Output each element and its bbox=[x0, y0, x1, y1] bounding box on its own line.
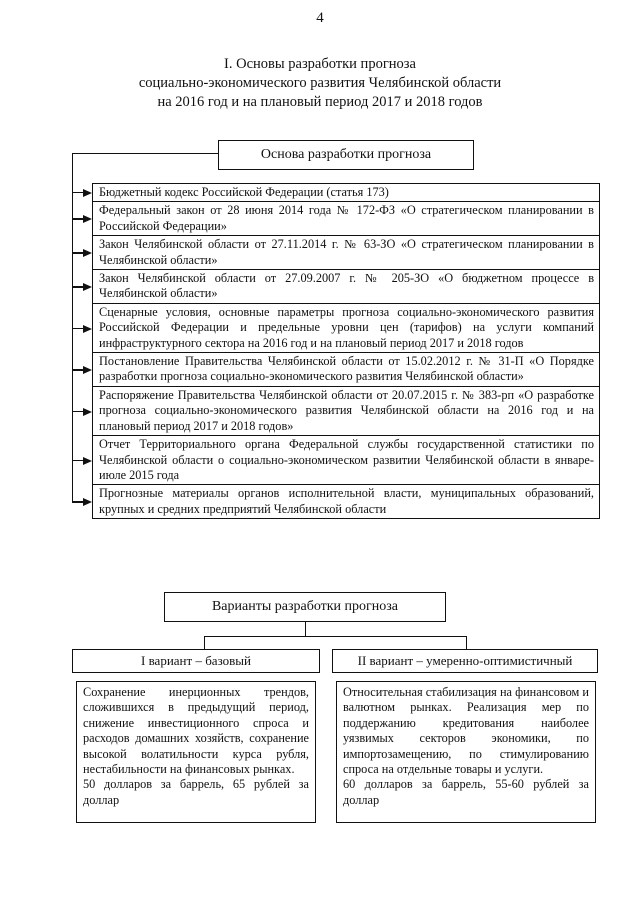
variants-stem bbox=[305, 622, 306, 636]
basis-header-box: Основа разработки прогноза bbox=[218, 140, 474, 170]
variant-optimistic-label: II вариант – умеренно-оптимистичный bbox=[332, 649, 598, 673]
basis-arrow-head bbox=[83, 408, 92, 416]
basis-item: Бюджетный кодекс Российской Федерации (статья 173) bbox=[92, 183, 600, 202]
basis-arrow-head bbox=[83, 283, 92, 291]
page-number: 4 bbox=[316, 10, 324, 26]
basis-item: Сценарные условия, основные параметры прогноза социально-экономического развития Российской Федерации и предельные уровни цен (тарифов) на услуги компаний инфраструктурного сектора на 2016 год и на плановый период 2017 и 2018 годов bbox=[92, 304, 600, 353]
basis-item: Закон Челябинской области от 27.11.2014 г. № 63-ЗО «О стратегическом планировании в Челябинской области» bbox=[92, 236, 600, 270]
variants-branch-horizontal bbox=[204, 636, 466, 637]
basis-arrow-head bbox=[83, 189, 92, 197]
basis-arrow-head bbox=[83, 366, 92, 374]
basis-list bbox=[92, 183, 600, 519]
variant-optimistic-assumptions: 60 долларов за баррель, 55-60 рублей за доллар bbox=[343, 777, 589, 807]
basis-item: Постановление Правительства Челябинской области от 15.02.2012 г. № 31-П «О Порядке разработки прогноза социально-экономического развития Челябинской области» bbox=[92, 353, 600, 387]
variants-branch-left bbox=[204, 636, 205, 649]
basis-arrow-head bbox=[83, 215, 92, 223]
variants-branch-right bbox=[466, 636, 467, 649]
basis-arrow-head bbox=[83, 498, 92, 506]
variant-base-description: Сохранение инерционных трендов, сложившихся в предыдущий период, снижение инвестиционного спроса и расходов домашних хозяйств, сохранение высокой волатильности курса рубля, нестабильности на финансовых рынках. bbox=[83, 685, 309, 777]
variant-base-label: I вариант – базовый bbox=[72, 649, 320, 673]
basis-arrow-head bbox=[83, 325, 92, 333]
variant-base-assumptions: 50 долларов за баррель, 65 рублей за доллар bbox=[83, 777, 309, 807]
document-title bbox=[60, 55, 580, 112]
basis-item: Распоряжение Правительства Челябинской области от 20.07.2015 г. № 383-рп «О разработке прогноза социально-экономического развития Челябинской области на 2016 год и на плановый период 2017 и 2018 годов» bbox=[92, 387, 600, 436]
title-line-1: I. Основы разработки прогноза bbox=[224, 56, 416, 72]
basis-arrow-head bbox=[83, 249, 92, 257]
variant-optimistic-description: Относительная стабилизация на финансовом и валютном рынках. Реализация мер по поддержанию кредитования наиболее уязвимых секторов экономики, по импортозамещению, по стимулированию спроса на отдельные товары и услуги. bbox=[343, 685, 589, 777]
variants-header-box: Варианты разработки прогноза bbox=[164, 592, 446, 622]
basis-item: Федеральный закон от 28 июня 2014 года № 172-ФЗ «О стратегическом планировании в Российской Федерации» bbox=[92, 202, 600, 236]
basis-connector-horizontal bbox=[72, 153, 218, 154]
variant-base-description-box bbox=[76, 681, 316, 823]
title-line-3: на 2016 год и на плановый период 2017 и 2018 годов bbox=[157, 94, 483, 110]
basis-item: Отчет Территориального органа Федеральной службы государственной статистики по Челябинской области о социально-экономическом развитии Челябинской области в январе-июле 2015 года bbox=[92, 436, 600, 485]
basis-item: Закон Челябинской области от 27.09.2007 г. № 205-ЗО «О бюджетном процессе в Челябинской области» bbox=[92, 270, 600, 304]
basis-item: Прогнозные материалы органов исполнительной власти, муниципальных образований, крупных и средних предприятий Челябинской области bbox=[92, 485, 600, 519]
title-line-2: социально-экономического развития Челябинской области bbox=[138, 75, 502, 91]
basis-arrow-head bbox=[83, 457, 92, 465]
variant-optimistic-description-box bbox=[336, 681, 596, 823]
